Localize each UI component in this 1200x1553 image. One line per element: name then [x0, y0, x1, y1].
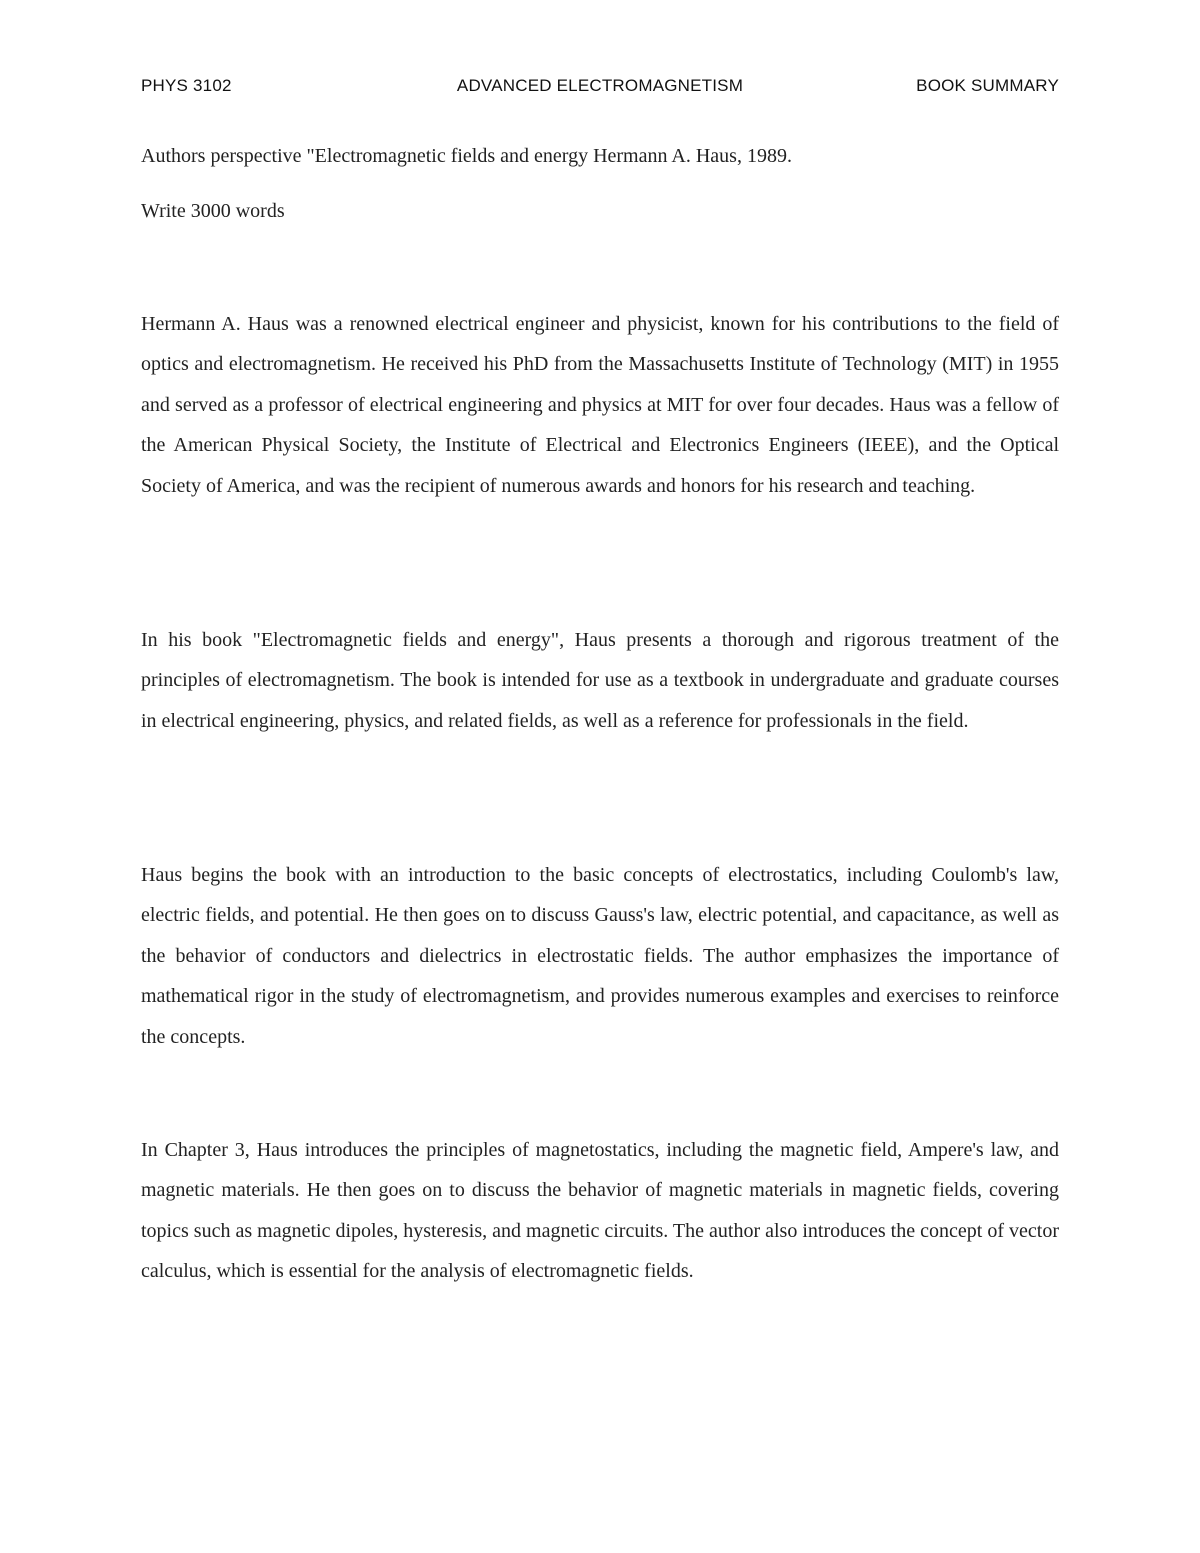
header-document-type: BOOK SUMMARY	[916, 76, 1059, 95]
paragraph-text: Hermann A. Haus was a renowned electrical engineer and physicist, known for his contributions to the field of optics and electromagnetism. He received his PhD from the Massachusetts Institute of Technology (MIT) in 1955 and served as a professor of electrical engineering and physics at MIT for over four decades. Haus was a fellow of the American Physical Society, the Institute of Electrical and Electronics Engineers (IEEE), and the Optical Society of America, and was the recipient of numerous awards and honors for his research and teaching.	[141, 313, 1059, 497]
prompt-line-1: Authors perspective "Electromagnetic fields and energy Hermann A. Haus, 1989.	[141, 145, 792, 167]
paragraph-author-bio	[141, 304, 1059, 506]
paragraph-text: In Chapter 3, Haus introduces the principles of magnetostatics, including the magnetic field, Ampere's law, and magnetic materials. He then goes on to discuss the behavior of magnetic materials in magnetic fields, covering topics such as magnetic dipoles, hysteresis, and magnetic circuits. The author also introduces the concept of vector calculus, which is essential for the analysis of electromagnetic fields.	[141, 1139, 1059, 1283]
paragraph-magnetostatics	[141, 1130, 1059, 1292]
header-course-title: ADVANCED ELECTROMAGNETISM	[456, 76, 744, 95]
paragraph-text: In his book "Electromagnetic fields and energy", Haus presents a thorough and rigorous treatment of the principles of electromagnetism. The book is intended for use as a textbook in undergraduate and graduate courses in electrical engineering, physics, and related fields, as well as a reference for professionals in the field.	[141, 629, 1059, 732]
paragraph-text: Haus begins the book with an introduction to the basic concepts of electrostatics, including Coulomb's law, electric fields, and potential. He then goes on to discuss Gauss's law, electric potential, and capacitance, as well as the behavior of conductors and dielectrics in electrostatic fields. The author emphasizes the importance of mathematical rigor in the study of electromagnetism, and provides numerous examples and exercises to reinforce the concepts.	[141, 864, 1059, 1048]
paragraph-book-intro	[141, 620, 1059, 741]
header-course-code: PHYS 3102	[141, 76, 232, 95]
paragraph-electrostatics	[141, 855, 1059, 1057]
prompt-line-2: Write 3000 words	[141, 200, 285, 222]
page-header	[141, 72, 1059, 102]
